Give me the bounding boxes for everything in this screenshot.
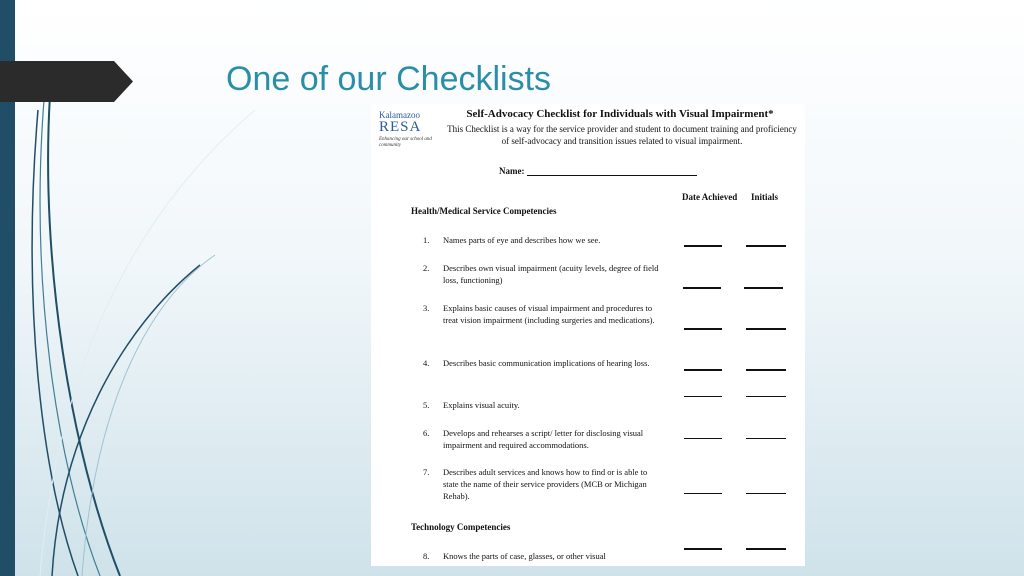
item-number: 7. xyxy=(423,467,430,477)
section-heading: Health/Medical Service Competencies xyxy=(411,206,557,216)
logo-tagline: Enhancing our school and community xyxy=(379,137,432,148)
date-line xyxy=(684,493,722,494)
item-number: 5. xyxy=(423,400,430,410)
logo-line1: Kalamazoo xyxy=(379,110,420,120)
date-line xyxy=(684,245,722,247)
item-number: 8. xyxy=(423,551,430,561)
item-text: Develops and rehearses a script/ letter for disclosing visual impairment and required accommodations. xyxy=(443,428,644,450)
item-text: Describes basic communication implications of hearing loss. xyxy=(443,358,650,368)
document-title: Self-Advocacy Checklist for Individuals with Visual Impairment* xyxy=(466,108,774,120)
logo-line2: RESA xyxy=(379,119,422,135)
item-text: Names parts of eye and describes how we see. xyxy=(443,235,601,245)
slide-title: One of our Checklists xyxy=(226,60,552,98)
date-line xyxy=(683,287,721,289)
item-text: Explains basic causes of visual impairment and procedures to treat vision impairment (including surgeries and medications). xyxy=(443,303,655,325)
item-text: Knows the parts of case, glasses, or other visual xyxy=(443,551,606,561)
column-header-date: Date Achieved xyxy=(682,192,738,202)
initials-line xyxy=(746,328,786,330)
item-number: 2. xyxy=(423,263,430,273)
item-number: 3. xyxy=(423,303,430,313)
initials-line xyxy=(744,287,783,289)
initials-line xyxy=(746,245,786,247)
title-arrow-tab xyxy=(0,61,133,102)
item-number: 1. xyxy=(423,235,430,245)
initials-line xyxy=(746,396,786,397)
initials-line xyxy=(746,548,786,550)
name-field xyxy=(499,166,697,176)
document-subtitle: This Checklist is a way for the service provider and student to document training and proficiency of self-advocacy and transition issues related to visual impairment. xyxy=(447,124,797,146)
initials-line xyxy=(746,369,786,371)
date-line xyxy=(684,396,722,397)
item-text: Describes adult services and knows how to find or is able to state the name of their service providers (MCB or Michigan Rehab). xyxy=(443,467,648,501)
item-text: Describes own visual impairment (acuity levels, degree of field loss, functioning) xyxy=(443,263,659,285)
section-heading: Technology Competencies xyxy=(411,522,511,532)
checklist-document xyxy=(371,104,805,566)
date-line xyxy=(684,369,722,371)
kalamazoo-resa-logo xyxy=(379,110,435,149)
item-number: 4. xyxy=(423,358,430,368)
date-line xyxy=(684,438,722,439)
name-blank-line xyxy=(527,166,697,176)
item-text: Explains visual acuity. xyxy=(443,400,520,410)
column-header-initials: Initials xyxy=(751,192,779,202)
initials-line xyxy=(746,438,786,439)
date-line xyxy=(684,548,722,550)
item-number: 6. xyxy=(423,428,430,438)
name-label: Name: xyxy=(499,166,525,176)
initials-line xyxy=(746,493,786,494)
date-line xyxy=(684,328,722,330)
